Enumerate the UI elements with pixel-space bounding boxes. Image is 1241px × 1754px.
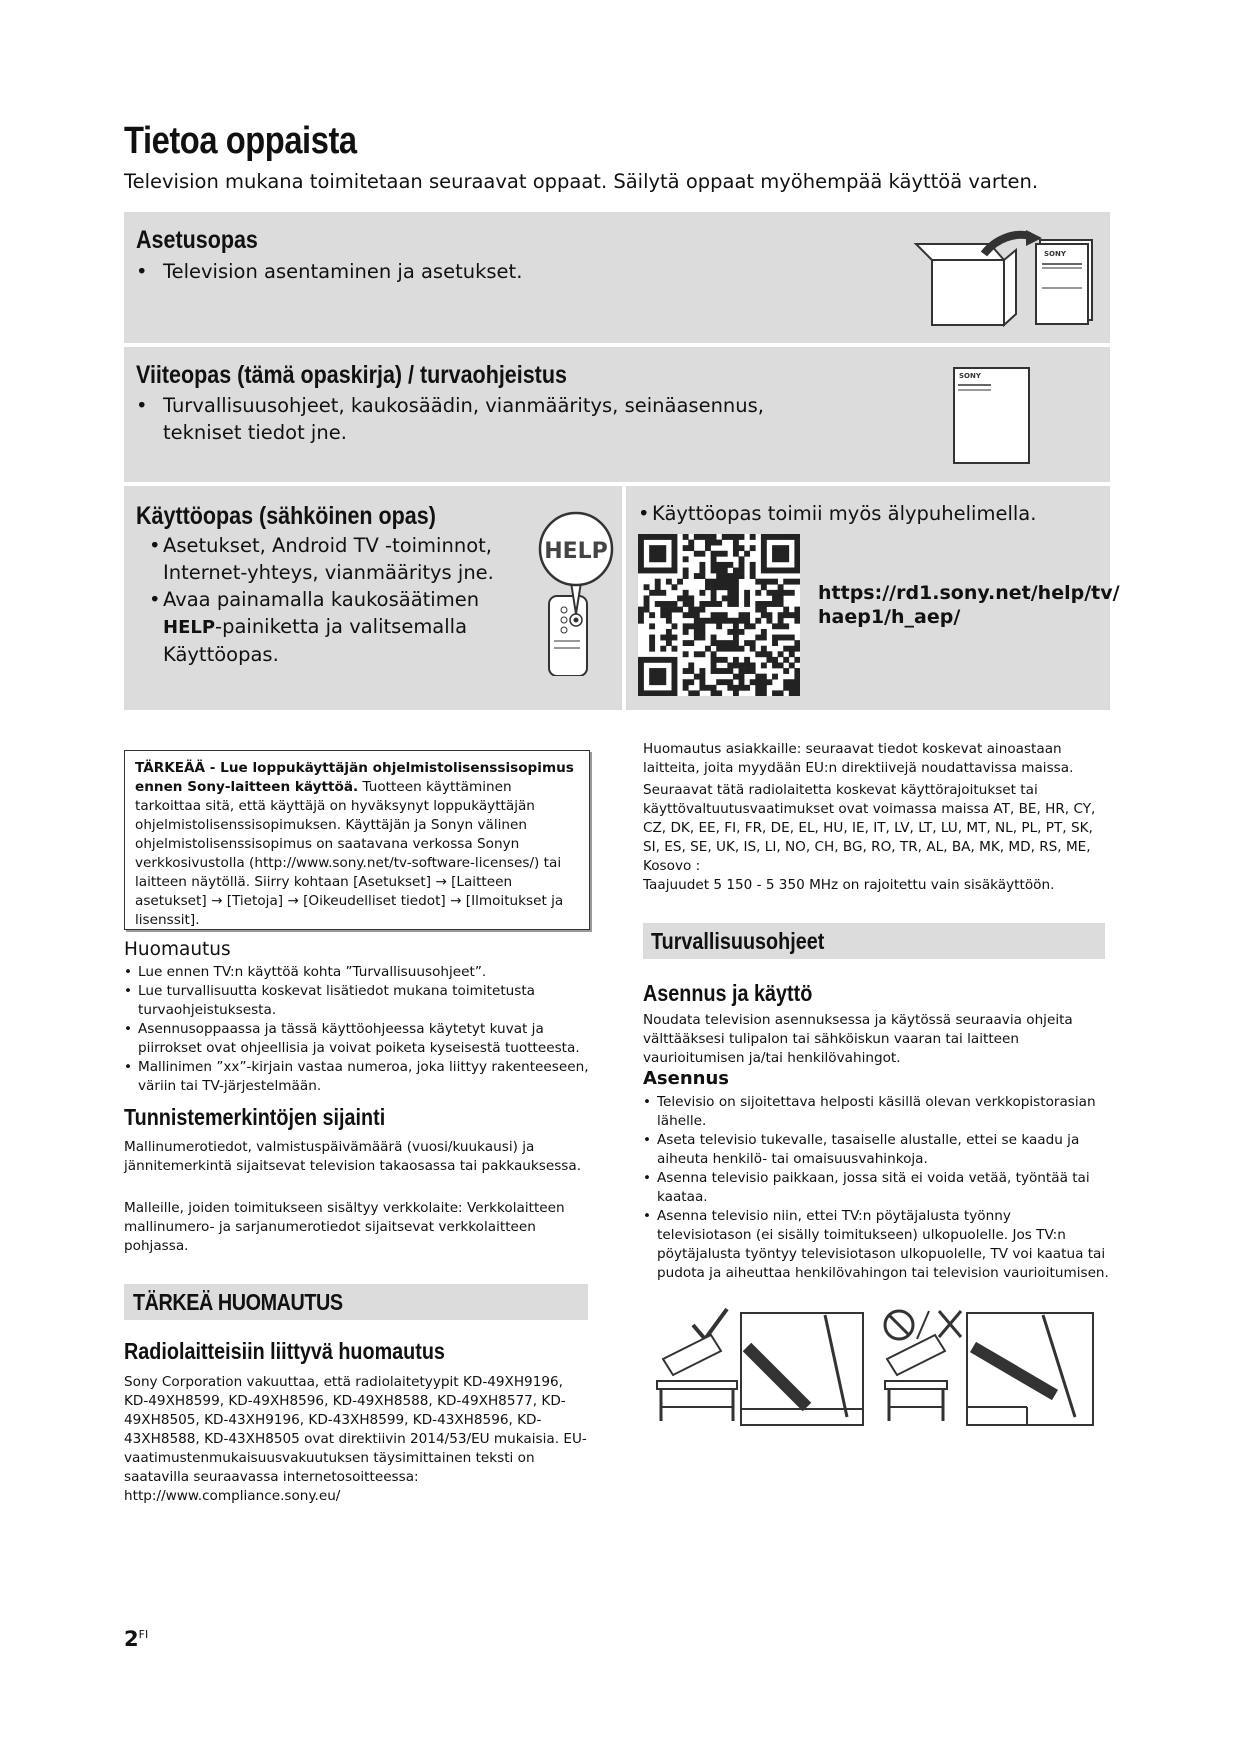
radio-notice-title: Radiolaitteisiin liittyvä huomautus — [124, 1338, 445, 1364]
note-item: • Lue ennen TV:n käyttöä kohta ”Turvallisuusohjeet”. — [124, 963, 590, 982]
smartphone-bullet: • Käyttöopas toimii myös älypuhelimella. — [638, 500, 1098, 527]
setup-guide-list — [136, 258, 776, 285]
install-list — [643, 1093, 1109, 1283]
booklet-brand-label: SONY — [959, 372, 981, 380]
help-badge-text: HELP — [544, 539, 608, 564]
cross-icon — [939, 1311, 961, 1337]
reference-guide-list — [136, 392, 776, 446]
remote-help-button-icon — [534, 506, 624, 676]
help-guide-bullet-2: • Avaa painamalla kaukosäätimen HELP-painiketta ja valitsemalla Käyttöopas. — [149, 586, 539, 668]
online-help-panel — [626, 486, 1120, 710]
correct-detail-icon — [741, 1313, 863, 1425]
license-notice-text: TÄRKEÄÄ - Lue loppukäyttäjän ohjelmistolisenssisopimus ennen Sony-laitteen käyttöä. Tuotteen käyttäminen tarkoittaa sitä, että käyttäjä on hyväksynyt loppukäyttäjän ohjelmistolisenssisopimuksen. Käyttäjän ja Sonyn välinen ohjelmistolisenssisopimus on saatavana verkossa Sonyn verkkosivustolla (http://www.sony.net/tv-software-licenses/) tai laitteen näytöllä. Siirry kohtaan [Asetukset] → [Laitteen asetukset] → [Tietoja] → [Oikeudelliset tiedot] → [Ilmoitukset ja lisenssit]. — [135, 760, 574, 928]
page-title: Tietoa oppaista — [124, 120, 357, 162]
important-note-title: TÄRKEÄ HUOMAUTUS — [133, 1289, 343, 1315]
notes-list — [124, 963, 590, 1096]
qr-code[interactable] — [638, 534, 800, 696]
help-url[interactable]: https://rd1.sony.net/help/tv/ haep1/h_aep/ — [818, 582, 1120, 628]
install-item: • Asenna televisio niin, ettei TV:n pöytäjalusta työnny televisiotason (ei sisälly toimitukseen) ulkopuolelle. Jos TV:n pöytäjalusta työntyy televisiotason ulkopuolelle, TV voi kaatua tai pudota ja aiheuttaa henkilövahingon tai television vaurioitumisen. — [643, 1207, 1109, 1283]
prohibited-icon — [885, 1311, 929, 1339]
install-item: • Aseta televisio tukevalle, tasaiselle alustalle, ettei se kaadu ja aiheuta henkilö- tai omaisuusvahinkoja. — [643, 1131, 1109, 1169]
correct-stand-icon — [657, 1335, 737, 1421]
notes-title: Huomautus — [124, 939, 231, 960]
install-item: • Televisio on sijoitettava helposti käsillä olevan verkkopistorasian lähelle. — [643, 1093, 1109, 1131]
setup-guide-panel — [124, 212, 1110, 343]
note-item: • Asennusoppaassa ja tässä käyttöohjeessa käytetyt kuvat ja piirrokset ovat ohjeellisia ja voivat poiketa kyseisestä tuotteesta. — [124, 1020, 590, 1058]
safety-title: Turvallisuusohjeet — [651, 928, 825, 954]
safety-intro: Noudata television asennuksessa ja käytössä seuraavia ohjeita välttääksesi tulipalon tai sähköiskun vaaran tai laitteen vaurioitumisen ja/tai henkilövahingot. — [643, 1012, 1073, 1066]
install-item: • Asenna televisio paikkaan, jossa sitä ei voida vetää, työntää tai kaataa. — [643, 1169, 1109, 1207]
reference-guide-panel — [124, 347, 1110, 482]
setup-guide-bullet: • Television asentaminen ja asetukset. — [136, 258, 776, 285]
safety-subtitle: Asennus ja käyttö — [643, 980, 813, 1006]
box-manual-brand-label: SONY — [1044, 250, 1066, 258]
reference-guide-bullet: • Turvallisuusohjeet, kaukosäädin, vianmääritys, seinäasennus, tekniset tiedot jne. — [136, 392, 776, 446]
license-notice-box — [124, 750, 590, 930]
page-number: $2^{FI}$ — [124, 1627, 149, 1651]
help-guide-title: Käyttöopas (sähköinen opas) — [136, 502, 436, 530]
labels-title: Tunnistemerkintöjen sijainti — [124, 1104, 386, 1130]
customer-notice-3: Kosovo : — [643, 858, 701, 874]
tv-stand-placement-illustration — [655, 1307, 1105, 1432]
help-key-label: HELP — [163, 617, 216, 638]
help-guide-panel — [124, 486, 622, 710]
setup-guide-title: Asetusopas — [136, 226, 258, 254]
reference-guide-title: Viiteopas (tämä opaskirja) / turvaohjeistus — [136, 361, 567, 389]
box-and-manual-icon — [904, 230, 1104, 340]
labels-paragraph-1: Mallinumerotiedot, valmistuspäivämäärä (vuosi/kuukausi) ja jännitemerkintä sijaitsevat television takaosassa tai pakkauksessa. — [124, 1139, 582, 1174]
manual-booklet-icon — [953, 367, 1031, 465]
help-guide-list — [149, 532, 539, 668]
help-guide-bullet-1: • Asetukset, Android TV -toiminnot, Internet-yhteys, vianmääritys jne. — [149, 532, 539, 586]
radio-notice-text: Sony Corporation vakuuttaa, että radiolaitetyypit KD-49XH9196, KD-49XH8599, KD-49XH8596, KD-49XH8588, KD-49XH8577, KD-49XH8505, KD-43XH9196, KD-43XH8599, KD-43XH8596, KD-43XH8588, KD-43XH8505 ovat direktiivin 2014/53/EU mukaisia. EU-vaatimustenmukaisuusvakuutuksen täysimittainen teksti on saatavilla seuraavassa internetosoitteessa: http://www.compliance.sony.eu/ — [124, 1374, 587, 1504]
online-help-list — [638, 500, 1098, 527]
incorrect-detail-icon — [967, 1313, 1093, 1425]
safety-bar — [643, 923, 1105, 959]
note-item: • Lue turvallisuutta koskevat lisätiedot mukana toimitetusta turvaohjeistuksesta. — [124, 982, 590, 1020]
incorrect-stand-icon — [885, 1335, 947, 1421]
labels-paragraph-2: Malleille, joiden toimitukseen sisältyy verkkolaite: Verkkolaitteen mallinumero- ja sarjanumerotiedot sijaitsevat verkkolaitteen pohjassa. — [124, 1200, 565, 1254]
customer-notice-2: Seuraavat tätä radiolaitetta koskevat käyttörajoitukset tai käyttövaltuutusvaatimukset ovat voimassa maissa AT, BE, HR, CY, CZ, DK, EE, FI, FR, DE, EL, HU, IE, IT, LV, LT, LU, MT, NL, PL, PT, SK, SI, ES, SE, UK, IS, LI, NO, CH, BG, RO, TR, AL, BA, MK, MD, RS, ME, — [643, 782, 1096, 855]
customer-notice-1: Huomautus asiakkaille: seuraavat tiedot koskevat ainoastaan laitteita, joita myydään EU:n direktiivejä noudattavissa maissa. — [643, 741, 1074, 776]
customer-notice-4: Taajuudet 5 150 - 5 350 MHz on rajoitettu vain sisäkäyttöön. — [643, 877, 1055, 893]
note-item: • Mallinimen ”xx”-kirjain vastaa numeroa, joka liittyy rakenteeseen, väriin tai TV-järjestelmään. — [124, 1058, 590, 1096]
install-title: Asennus — [643, 1068, 730, 1089]
page-intro: Television mukana toimitetaan seuraavat oppaat. Säilytä oppaat myöhempää käyttöä varten. — [124, 170, 1039, 193]
qr-code-graphic — [638, 534, 800, 696]
important-note-bar — [124, 1284, 588, 1320]
